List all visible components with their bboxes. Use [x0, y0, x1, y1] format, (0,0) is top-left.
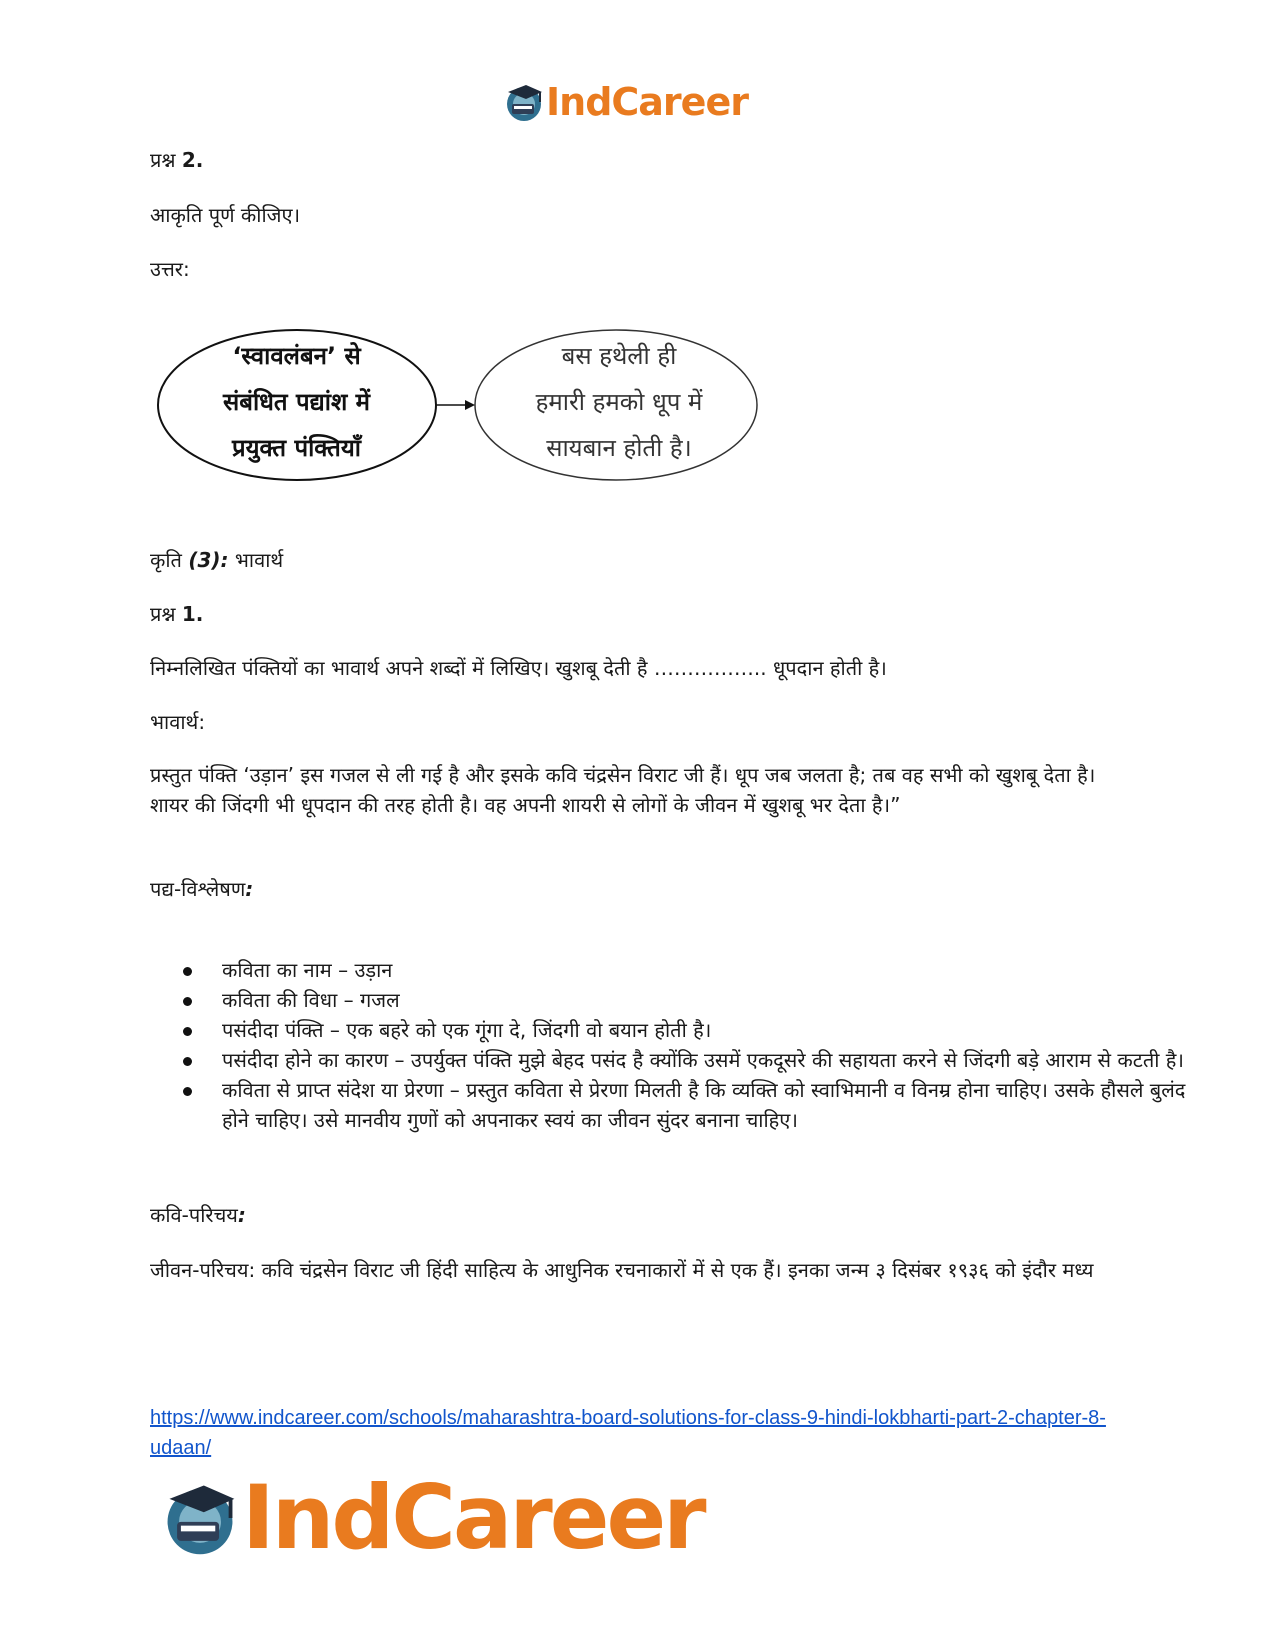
graduation-globe-icon: [158, 1476, 242, 1560]
jeevan-parichay-paragraph: जीवन-परिचय: कवि चंद्रसेन विराट जी हिंदी साहित्य के आधुनिक रचनाकारों में से एक हैं। इनका जन्म ३ दिसंबर १९३६ को इंदौर मध्य: [150, 1258, 1094, 1282]
analysis-list: [150, 955, 1202, 1135]
bullet-dot: [183, 997, 192, 1006]
analysis-heading: पद्य-विश्लेषण:: [150, 877, 254, 901]
bullet-dot: [183, 1087, 192, 1096]
bhavarth-paragraph: प्रस्तुत पंक्ति ‘उड़ान’ इस गजल से ली गई है और इसके कवि चंद्रसेन विराट जी हैं। धूप जब जलता है; तब वह सभी को खुशबू देता है। शायर की जिंदगी भी धूपदान की तरह होती है। वह अपनी शायरी से लोगों के जीवन में खुशबू भर देता है।”: [150, 763, 1096, 817]
left-ellipse-text: [154, 333, 439, 471]
right-line-2: हमारी हमको धूप में: [535, 388, 703, 416]
question-1-text: निम्नलिखित पंक्तियों का भावार्थ अपने शब्दों में लिखिए। खुशबू देती है …………….. धूपदान होती है।: [150, 656, 887, 680]
bullet-dot: [183, 1057, 192, 1066]
left-line-2: संबंधित पद्यांश में: [223, 388, 370, 416]
list-item: पसंदीदा पंक्ति – एक बहरे को एक गूंगा दे, जिंदगी वो बयान होती है।: [222, 1015, 1202, 1045]
right-line-3: सायबान होती है।: [546, 434, 692, 462]
question-2-heading: प्रश्न 2.: [150, 148, 204, 172]
answer-label: उत्तर:: [150, 257, 190, 281]
list-item: कविता से प्राप्त संदेश या प्रेरणा – प्रस्तुत कविता से प्रेरणा मिलती है कि व्यक्ति को स्वाभिमानी व विनम्र होना चाहिए। उसके हौसले बुलंद होने चाहिए। उसे मानवीय गुणों को अपनाकर स्वयं का जीवन सुंदर बनाना चाहिए।: [222, 1075, 1202, 1135]
question-1-heading: प्रश्न 1.: [150, 602, 204, 626]
footer-logo: [158, 1468, 704, 1568]
source-link[interactable]: https://www.indcareer.com/schools/maharashtra-board-solutions-for-class-9-hindi-lokbharti-part-2-chapter-8-udaan/: [150, 1407, 1106, 1459]
left-line-1: ‘स्वावलंबन’ से: [232, 342, 361, 370]
list-item: कविता की विधा – गजल: [222, 985, 1202, 1015]
list-item: कविता का नाम – उड़ान: [222, 955, 1202, 985]
logo-wordmark: IndCareer: [242, 1466, 704, 1569]
graduation-globe-icon: [502, 80, 546, 124]
right-ellipse-text: [474, 333, 764, 471]
header-logo: [502, 80, 748, 124]
kavi-parichay-heading: कवि-परिचय:: [150, 1203, 246, 1227]
bullet-dot: [183, 967, 192, 976]
list-item: पसंदीदा होने का कारण – उपर्युक्त पंक्ति मुझे बेहद पसंद है क्योंकि उसमें एकदूसरे की सहायता करने से जिंदगी बड़े आराम से कटती है।: [222, 1045, 1202, 1075]
kriti-heading: कृति (3): भावार्थ: [150, 548, 284, 572]
bullet-dot: [183, 1027, 192, 1036]
question-2-instruction: आकृति पूर्ण कीजिए।: [150, 203, 301, 227]
bhavarth-label: भावार्थ:: [150, 710, 206, 734]
right-line-1: बस हथेली ही: [561, 342, 677, 370]
logo-wordmark: IndCareer: [546, 80, 748, 124]
left-line-3: प्रयुक्त पंक्तियाँ: [231, 434, 361, 462]
